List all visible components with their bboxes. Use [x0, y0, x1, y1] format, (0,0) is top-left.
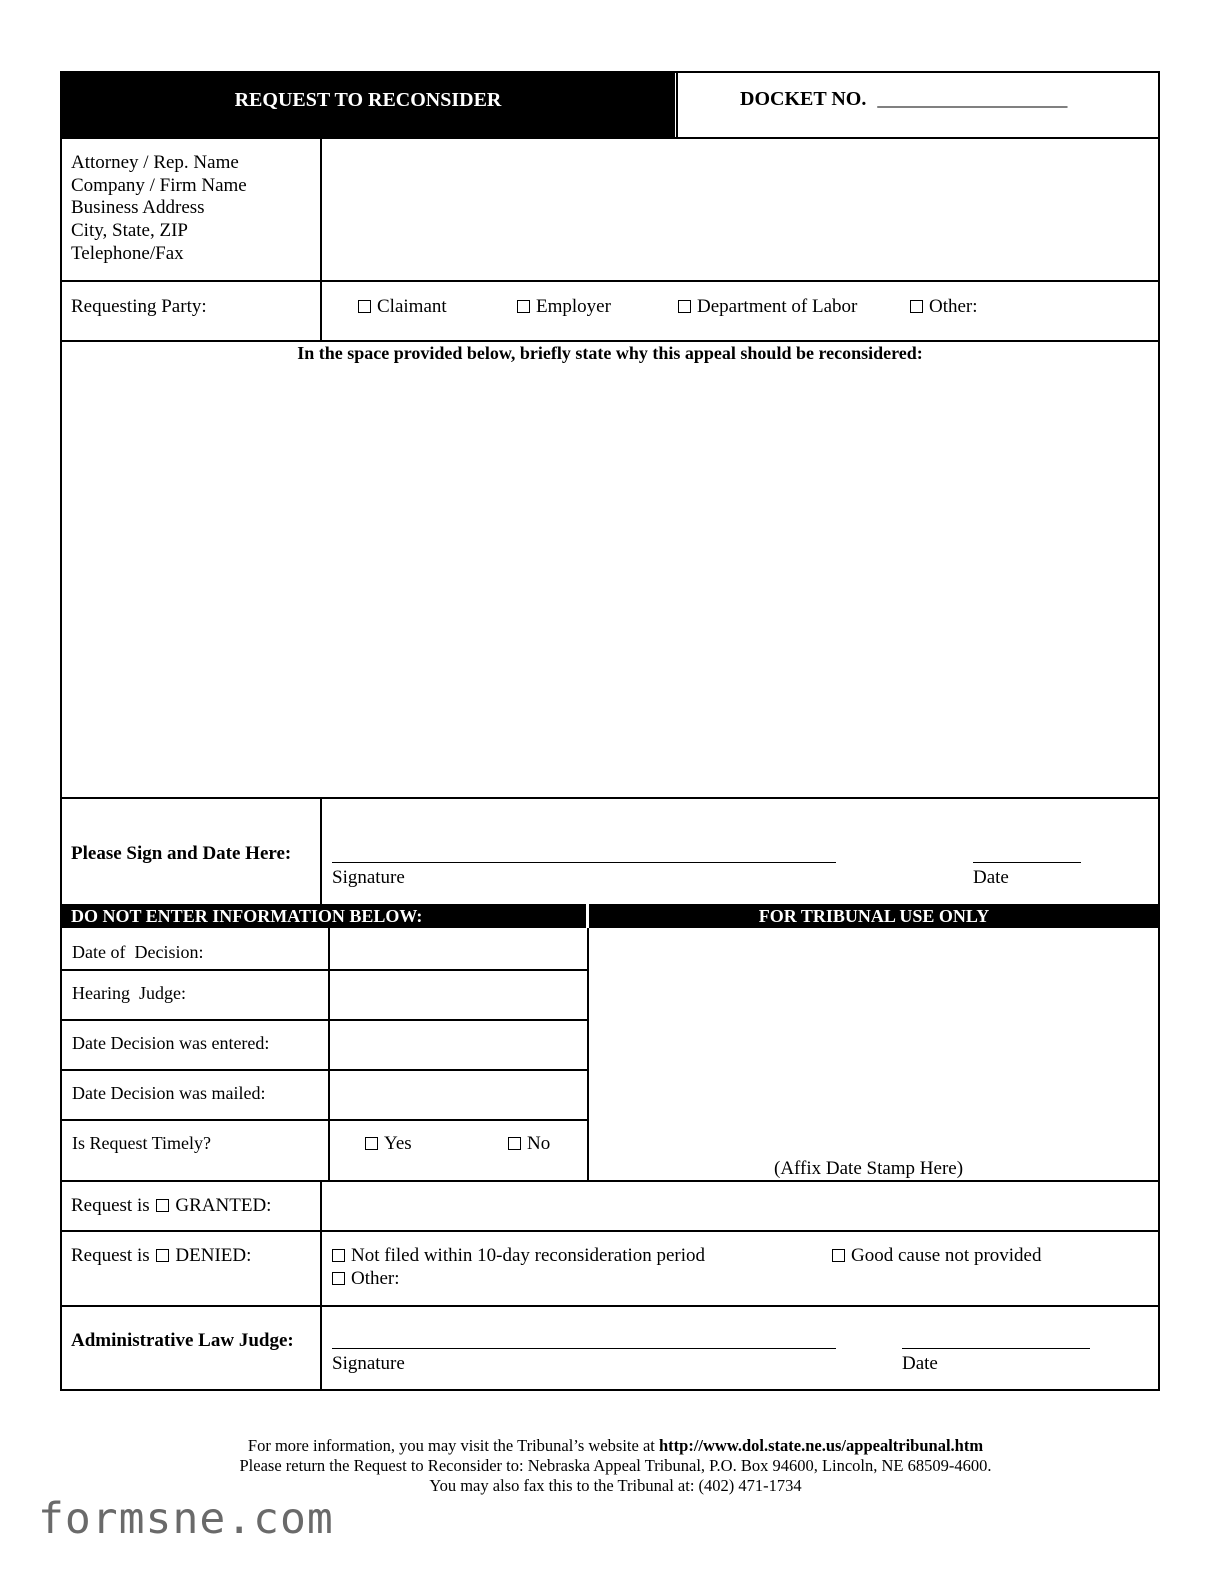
contact-input-area[interactable]	[323, 140, 1157, 280]
form-title: REQUEST TO RECONSIDER	[234, 89, 502, 111]
option-claimant[interactable]	[358, 296, 447, 318]
date-stamp-caption: (Affix Date Stamp Here)	[774, 1158, 964, 1179]
docket-label-text: DOCKET NO.	[740, 88, 867, 110]
company-label: Company / Firm Name	[71, 174, 247, 196]
granted-prefix: Request is	[71, 1195, 150, 1216]
telephone-label: Telephone/Fax	[71, 242, 184, 264]
timely-no[interactable]	[508, 1133, 550, 1155]
reason-prompt: In the space provided below, briefly state why this appeal should be reconsidered:	[297, 343, 923, 363]
row-divider	[61, 340, 1159, 342]
signature-line[interactable]	[332, 862, 836, 863]
request-denied[interactable]	[71, 1245, 251, 1267]
reason-text-area[interactable]	[63, 370, 1157, 795]
option-label: Other:	[929, 296, 978, 317]
denied-label: DENIED:	[175, 1245, 252, 1266]
row-divider	[61, 1180, 1159, 1182]
date-mailed-label: Date Decision was mailed:	[72, 1083, 266, 1103]
denied-good-cause[interactable]	[832, 1245, 1041, 1267]
col-divider	[320, 138, 322, 282]
row-divider	[61, 969, 588, 971]
option-label: Claimant	[377, 296, 447, 317]
hearing-judge-label: Hearing Judge:	[72, 983, 186, 1003]
sign-date-label: Please Sign and Date Here:	[71, 843, 292, 864]
option-label: Not filed within 10-day reconsideration period	[351, 1245, 706, 1266]
option-label: Department of Labor	[697, 296, 858, 317]
alj-label: Administrative Law Judge:	[71, 1330, 294, 1351]
option-label: No	[527, 1133, 551, 1154]
granted-label: GRANTED:	[175, 1195, 272, 1216]
checkbox-icon[interactable]	[832, 1249, 845, 1262]
col-divider	[320, 1181, 322, 1390]
header-divider	[676, 72, 678, 138]
attorney-label: Attorney / Rep. Name	[71, 152, 239, 173]
requesting-party-label: Requesting Party:	[71, 296, 207, 317]
denied-prefix: Request is	[71, 1245, 150, 1266]
denied-other[interactable]	[332, 1268, 400, 1290]
timely-yes[interactable]	[365, 1133, 412, 1155]
docket-number-field[interactable]: ___________________	[877, 88, 1068, 110]
option-employer[interactable]	[517, 296, 611, 318]
date-of-decision-label: Date of Decision:	[72, 942, 204, 962]
contact-labels	[71, 152, 247, 266]
checkbox-icon[interactable]	[332, 1272, 345, 1285]
alj-date-caption: Date	[902, 1353, 938, 1374]
checkbox-icon[interactable]	[358, 300, 371, 313]
row-divider	[61, 797, 1159, 799]
watermark: formsne.com	[38, 1494, 334, 1544]
option-label: Employer	[536, 296, 611, 317]
option-label: Yes	[384, 1133, 412, 1154]
tribunal-use-header: FOR TRIBUNAL USE ONLY	[758, 906, 990, 926]
date-line[interactable]	[973, 862, 1081, 863]
checkbox-icon[interactable]	[517, 300, 530, 313]
alj-date-line[interactable]	[902, 1348, 1090, 1349]
checkbox-icon[interactable]	[332, 1249, 345, 1262]
row-divider	[61, 1230, 1159, 1232]
date-caption: Date	[973, 867, 1009, 888]
tribunal-header-bar	[61, 904, 1159, 928]
checkbox-icon[interactable]	[156, 1199, 169, 1212]
date-entered-label: Date Decision was entered:	[72, 1033, 270, 1053]
row-divider	[61, 1119, 588, 1121]
title-header	[61, 72, 675, 137]
footer-line-3: You may also fax this to the Tribunal at: (402) 471-1734	[429, 1476, 802, 1495]
do-not-enter-header: DO NOT ENTER INFORMATION BELOW:	[71, 906, 423, 926]
row-divider	[61, 137, 1159, 139]
city-label: City, State, ZIP	[71, 220, 188, 242]
option-other[interactable]	[910, 296, 978, 318]
row-divider	[61, 1019, 588, 1021]
address-label: Business Address	[71, 197, 205, 219]
row-divider	[61, 1305, 1159, 1307]
website-link[interactable]: http://www.dol.state.ne.us/appealtribunal.htm	[659, 1436, 984, 1455]
checkbox-icon[interactable]	[156, 1249, 169, 1262]
option-department-of-labor[interactable]	[678, 296, 857, 318]
footer-line-1	[0, 1436, 1231, 1456]
row-divider	[61, 280, 1159, 282]
footer-line-2: Please return the Request to Reconsider to: Nebraska Appeal Tribunal, P.O. Box 94600, Lincoln, NE 68509-4600.	[239, 1456, 992, 1475]
option-label: Good cause not provided	[851, 1245, 1042, 1266]
docket-label	[740, 88, 1067, 111]
request-granted[interactable]	[71, 1195, 271, 1217]
signature-caption: Signature	[332, 867, 405, 888]
row-divider	[61, 1069, 588, 1071]
footer-text: For more information, you may visit the Tribunal’s website at	[247, 1436, 655, 1455]
col-divider	[587, 928, 589, 1181]
checkbox-icon[interactable]	[678, 300, 691, 313]
option-label: Other:	[351, 1268, 400, 1289]
alj-signature-line[interactable]	[332, 1348, 836, 1349]
col-divider	[320, 798, 322, 904]
col-divider	[328, 928, 330, 1180]
col-divider	[320, 281, 322, 341]
denied-not-filed[interactable]	[332, 1245, 705, 1267]
timely-label: Is Request Timely?	[72, 1133, 212, 1153]
checkbox-icon[interactable]	[508, 1137, 521, 1150]
alj-signature-caption: Signature	[332, 1353, 405, 1374]
header-split	[586, 904, 589, 928]
checkbox-icon[interactable]	[365, 1137, 378, 1150]
checkbox-icon[interactable]	[910, 300, 923, 313]
